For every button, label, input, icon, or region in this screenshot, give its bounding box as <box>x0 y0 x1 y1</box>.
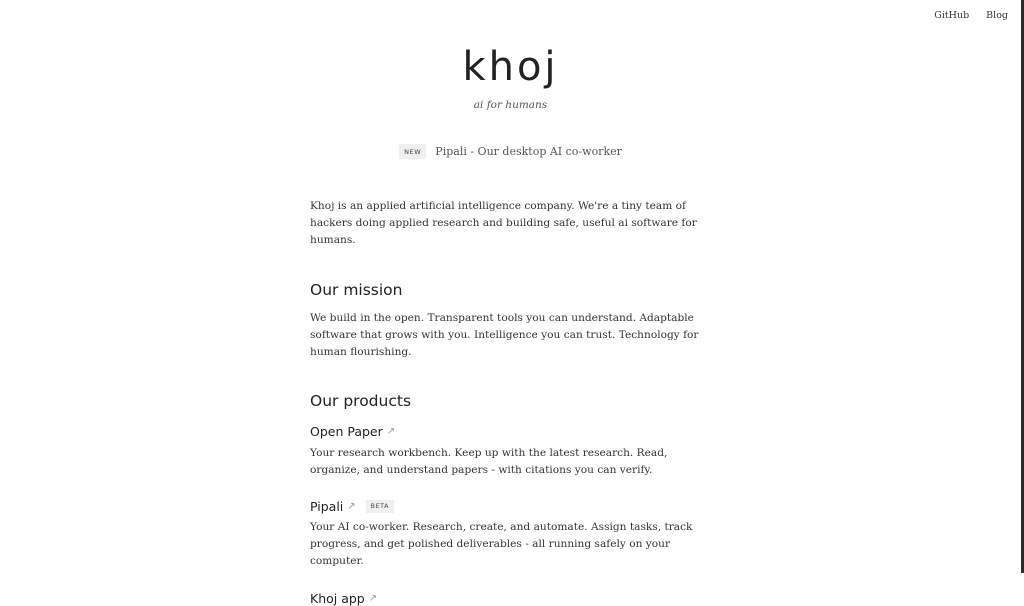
product-name: Pipali <box>310 499 344 514</box>
mission-paragraph: We build in the open. Transparent tools you can understand. Adaptable software that grows with you. Intelligence you can trust. Technology for human flourishing. <box>310 312 699 358</box>
external-link-arrow-icon: ↗ <box>368 593 378 604</box>
product-khoj-app-link[interactable] <box>310 591 710 606</box>
main-content <box>310 198 710 606</box>
product-pipali-link[interactable] <box>310 499 710 514</box>
external-link-arrow-icon: ↗ <box>386 426 396 437</box>
blog-link[interactable]: Blog <box>986 10 1008 21</box>
tagline: ai for humans <box>473 99 548 111</box>
announcement-link[interactable] <box>0 144 1021 159</box>
product-name: Khoj app <box>310 591 365 606</box>
announcement-text: Pipali - Our desktop AI co-worker <box>435 145 622 158</box>
product-name: Open Paper <box>310 424 383 439</box>
new-badge: NEW <box>399 144 426 159</box>
mission-heading: Our mission <box>310 281 403 299</box>
beta-badge: BETA <box>366 500 394 513</box>
product-open-paper-link[interactable] <box>310 424 710 439</box>
products-heading: Our products <box>310 392 412 410</box>
external-link-arrow-icon: ↗ <box>347 501 356 512</box>
github-link[interactable]: GitHub <box>934 10 970 21</box>
product-description: Your AI co-worker. Research, create, and automate. Assign tasks, track progress, and get polished deliverables - all running safely on your computer. <box>310 521 693 567</box>
logo: khoj <box>462 44 559 90</box>
intro-paragraph: Khoj is an applied artificial intelligence company. We're a tiny team of hackers doing applied research and building safe, useful ai software for humans. <box>310 200 697 246</box>
product-description: Your research workbench. Keep up with the latest research. Read, organize, and understand papers - with citations you can verify. <box>310 447 668 476</box>
top-nav <box>934 10 1008 21</box>
